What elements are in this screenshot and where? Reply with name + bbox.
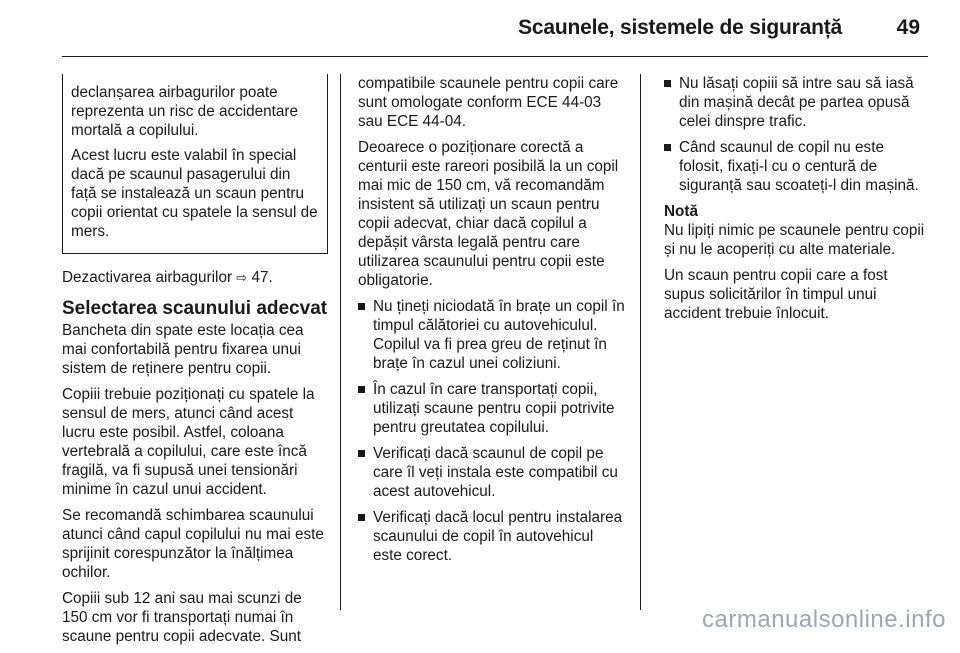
warning-box (62, 74, 328, 254)
column-3 (664, 74, 928, 330)
page-number: 49 (896, 16, 920, 39)
list-item-text: Verificați dacă scaunul de copil pe care îl veți instala este compatibil cu acest autovehicul. (373, 445, 618, 500)
note-label: Notă (664, 203, 698, 220)
column-divider-2 (640, 74, 641, 610)
header-rule (62, 56, 928, 57)
paragraph: Bancheta din spate este locația cea mai confortabilă pentru fixarea unui sistem de reținere pentru copii. (62, 322, 304, 377)
square-bullet-icon (358, 303, 365, 310)
note-block (664, 202, 928, 323)
warning-text: Acest lucru este valabil în special dacă pe scaunul pasagerului din față se instalează un scaun pentru copii orientat cu spatele la sensul de mers. (71, 147, 318, 240)
paragraph: Se recomandă schimbarea scaunului atunci când capul copilului nu mai este sprijinit corespunzător la înălțimea ochilor. (62, 507, 324, 581)
note-text: Nu lipiți nimic pe scaunele pentru copii și nu le acoperiți cu alte materiale. (664, 222, 925, 258)
list-item (358, 444, 626, 501)
list-item (358, 380, 626, 437)
paragraph: Copiii trebuie poziționați cu spatele la sensul de mers, atunci când acest lucru este posibil. Astfel, coloana vertebrală a copilului, care este încă fragilă, va fi supusă unei tensionări minime în cazul unui accident. (62, 386, 315, 498)
list-item (664, 138, 928, 195)
section-heading: Selectarea scaunului adecvat (62, 298, 328, 319)
paragraph: Deoarece o poziționare corectă a centurii este rareori posibilă la un copil mai mic de 150 cm, vă recomandăm insistent să utilizați un scaun pentru copii adecvat, chiar dacă copilul a depășit vârsta legală pentru care utilizarea scaunului pentru copii este obligatorie. (358, 139, 619, 289)
warning-text: declanșarea airbagurilor poate reprezenta un risc de accidentare mortală a copilului. (71, 84, 299, 139)
cross-reference[interactable] (62, 268, 328, 287)
page-header (0, 0, 960, 60)
watermark: carmanualsonline.info (702, 606, 946, 633)
bullet-list (358, 297, 626, 565)
square-bullet-icon (358, 386, 365, 393)
bullet-list (664, 74, 928, 195)
xref-page: 47. (251, 269, 273, 286)
list-item-text: Verificați dacă locul pentru instalarea scaunului de copil în autovehicul este corect. (373, 509, 623, 564)
arrow-right-outline-icon: ⇨ (236, 270, 248, 285)
paragraph: Copiii sub 12 ani sau mai scunzi de 150 cm vor fi transportați numai în scaune pentru copii adecvate. Sunt (62, 590, 302, 645)
square-bullet-icon (664, 80, 671, 87)
square-bullet-icon (664, 144, 671, 151)
column-1 (62, 74, 328, 653)
header-title: Scaunele, sistemele de siguranță (518, 16, 842, 39)
list-item-text: Nu țineți niciodată în brațe un copil în timpul călătoriei cu autovehiculul. Copilul va fi prea greu de reținut în brațe în cazul unei coliziuni. (373, 298, 625, 372)
list-item (664, 74, 928, 131)
xref-text: Dezactivarea airbagurilor (62, 269, 233, 286)
list-item-text: În cazul în care transportați copii, utilizați scaune pentru copii potrivite pentru greutatea copilului. (373, 381, 615, 436)
column-divider-1 (340, 74, 341, 610)
paragraph: compatibile scaunele pentru copii care sunt omologate conform ECE 44-03 sau ECE 44-04. (358, 75, 619, 130)
column-2 (358, 74, 626, 572)
square-bullet-icon (358, 450, 365, 457)
list-item-text: Când scaunul de copil nu este folosit, fixați-l cu o centură de siguranță sau scoateți-l din mașină. (679, 139, 919, 194)
square-bullet-icon (358, 514, 365, 521)
list-item-text: Nu lăsați copiii să intre sau să iasă din mașină decât pe partea opusă celei dinspre trafic. (679, 75, 914, 130)
list-item (358, 297, 626, 373)
note-text: Un scaun pentru copii care a fost supus solicitărilor în timpul unui accident trebuie înlocuit. (664, 267, 888, 322)
list-item (358, 508, 626, 565)
